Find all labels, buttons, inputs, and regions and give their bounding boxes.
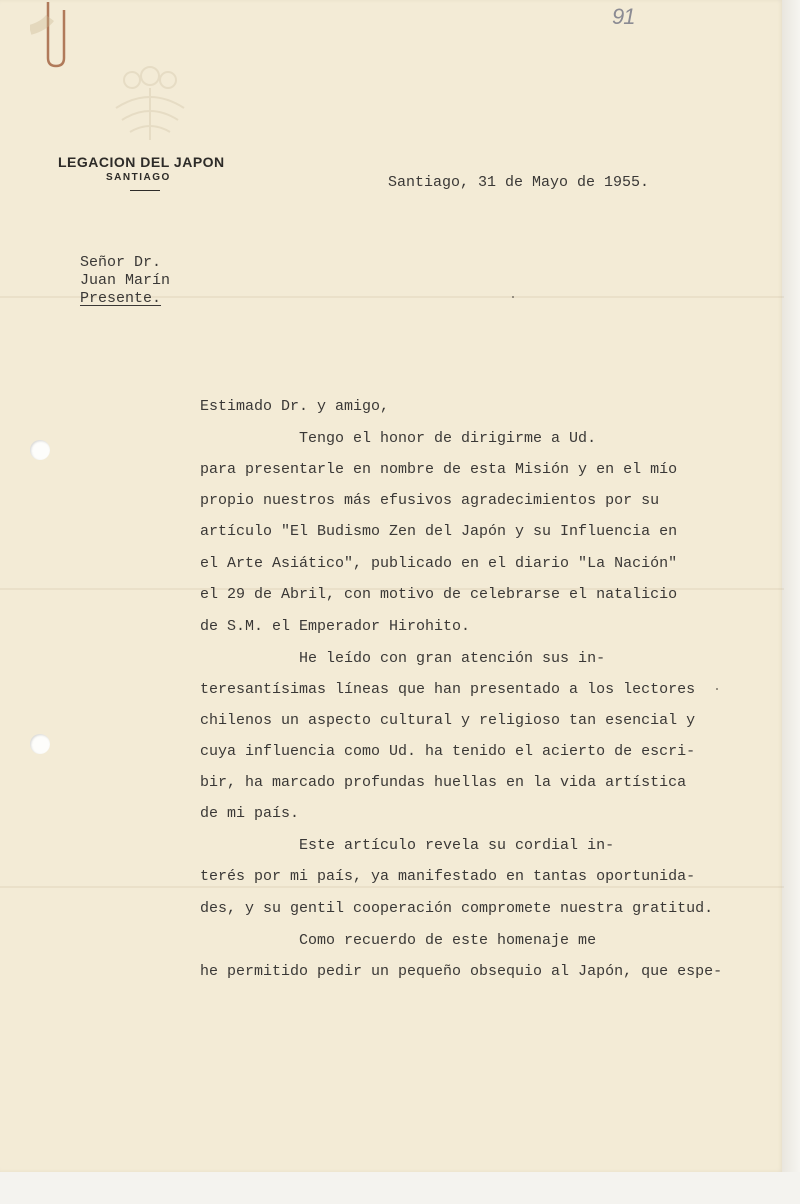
body-line: he permitido pedir un pequeño obsequio al Japón, que espe-	[200, 963, 723, 980]
scan-margin	[0, 1172, 800, 1204]
body-line: cuya influencia como Ud. ha tenido el acierto de escri-	[200, 743, 696, 760]
addressee-line: Señor Dr.	[80, 254, 162, 271]
body-line: He leído con gran atención sus in-	[200, 650, 606, 667]
paper-speck	[716, 688, 718, 690]
body-line: bir, ha marcado profundas huellas en la vida artística	[200, 774, 687, 791]
body-line: para presentarle en nombre de esta Misión y en el mío	[200, 461, 678, 478]
paperclip-icon	[30, 0, 74, 70]
body-line: de mi país.	[200, 805, 300, 822]
letterhead-title: LEGACION DEL JAPON	[58, 154, 225, 170]
body-line: Este artículo revela su cordial in-	[200, 837, 615, 854]
body-line: propio nuestros más efusivos agradecimientos por su	[200, 492, 660, 509]
body-line: des, y su gentil cooperación compromete nuestra gratitud.	[200, 900, 714, 917]
punch-hole	[30, 734, 50, 754]
letterhead-city: SANTIAGO	[106, 172, 171, 183]
body-line: Tengo el honor de dirigirme a Ud.	[200, 430, 597, 447]
salutation: Estimado Dr. y amigo,	[200, 398, 390, 415]
embossed-seal-icon	[102, 58, 198, 144]
body-line: el 29 de Abril, con motivo de celebrarse el natalicio	[200, 586, 678, 603]
body-line: terés por mi país, ya manifestado en tantas oportunida-	[200, 868, 696, 885]
paper-speck	[512, 296, 514, 298]
sheet-edge	[782, 0, 800, 1204]
archive-page-number: 91	[612, 4, 635, 29]
body-line: Como recuerdo de este homenaje me	[200, 932, 597, 949]
fold-line	[0, 886, 784, 888]
body-line: teresantísimas líneas que han presentado a los lectores	[200, 681, 696, 698]
punch-hole	[30, 440, 50, 460]
letterhead-rule	[130, 190, 160, 191]
body-line: chilenos un aspecto cultural y religioso tan esencial y	[200, 712, 696, 729]
addressee-line: Juan Marín	[80, 272, 171, 289]
addressee-line: Presente.	[80, 290, 162, 307]
body-line: el Arte Asiático", publicado en el diario "La Nación"	[200, 555, 678, 572]
body-line: artículo "El Budismo Zen del Japón y su Influencia en	[200, 523, 678, 540]
body-line: de S.M. el Emperador Hirohito.	[200, 618, 471, 635]
date-line: Santiago, 31 de Mayo de 1955.	[388, 174, 650, 191]
